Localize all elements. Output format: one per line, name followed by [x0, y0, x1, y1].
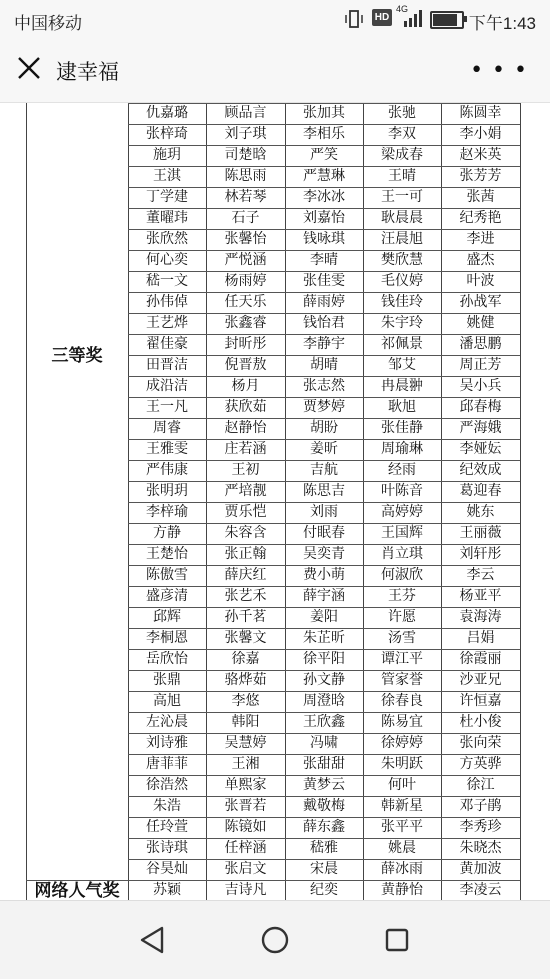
name-cell: 周睿 [153, 420, 181, 436]
name-cell: 贾梦婷 [303, 399, 345, 415]
name-cell: 唐菲菲 [146, 756, 188, 772]
name-cell: 张欣然 [146, 231, 188, 247]
name-cell: 纪秀艳 [459, 210, 502, 226]
table-row [128, 817, 520, 838]
name-cell: 杨雨婷 [224, 273, 267, 289]
name-cell: 成沿洁 [146, 378, 188, 394]
name-cell: 何淑欣 [381, 567, 423, 583]
name-cell: 苏颖 [153, 882, 181, 898]
name-cell: 汪晨旭 [381, 231, 423, 247]
name-cell: 司楚晗 [224, 147, 267, 163]
navigation-bar [0, 900, 550, 979]
name-cell: 邱辉 [153, 609, 181, 625]
name-cell: 汤雪 [388, 630, 416, 646]
name-cell: 李秀珍 [459, 819, 502, 835]
name-cell: 耿晨晨 [381, 210, 423, 226]
name-cell: 李冰冰 [303, 189, 345, 205]
name-cell: 纪奕 [310, 882, 338, 898]
name-cell: 张馨怡 [224, 231, 267, 247]
name-cell: 王丽薇 [459, 525, 502, 541]
name-cell: 徐婷婷 [381, 735, 423, 751]
name-cell: 叶陈音 [381, 483, 423, 499]
table-row [128, 313, 520, 334]
table-row [128, 754, 520, 775]
name-cell: 刘嘉怡 [303, 210, 345, 226]
name-cell: 孙战军 [459, 294, 502, 310]
name-cell: 盛彦清 [146, 588, 188, 604]
name-cell: 刘诗雅 [146, 735, 188, 751]
name-cell: 张驰 [388, 105, 416, 121]
name-cell: 李静宇 [303, 336, 345, 352]
name-cell: 邹艾 [388, 357, 416, 373]
name-cell: 冯啸 [310, 735, 338, 751]
name-cell: 王国辉 [381, 525, 423, 541]
name-cell: 刘子琪 [224, 126, 267, 142]
name-cell: 庄若涵 [224, 441, 267, 457]
name-cell: 张诗琪 [146, 840, 188, 856]
name-cell: 严慧琳 [303, 168, 345, 184]
table-row [128, 859, 520, 880]
page-title: 逮幸福 [56, 60, 119, 84]
name-cell: 韩新星 [381, 798, 423, 814]
name-cell: 单熙家 [224, 777, 267, 793]
table-row [128, 691, 520, 712]
name-cell: 王一凡 [146, 399, 188, 415]
name-cell: 李晴 [310, 252, 338, 268]
name-cell: 姚晨 [388, 840, 416, 856]
name-cell: 顾品言 [224, 105, 267, 121]
name-cell: 陈易宜 [381, 714, 423, 730]
name-cell: 张甜甜 [303, 756, 345, 772]
name-cell: 王芬 [388, 588, 416, 604]
name-cell: 孙千茗 [224, 609, 267, 625]
name-cell: 严培靓 [224, 483, 267, 499]
table-row [128, 733, 520, 754]
name-cell: 周澄晗 [303, 693, 345, 709]
clock: 下午1:43 [468, 14, 536, 33]
name-cell: 徐浩然 [146, 777, 188, 793]
category-label-third-prize: 三等奖 [51, 346, 103, 366]
name-cell: 陈思吉 [303, 483, 345, 499]
table-row [128, 124, 520, 145]
name-cell: 张加其 [303, 105, 345, 121]
close-icon[interactable] [16, 55, 42, 81]
vibrate-icon [344, 9, 360, 29]
grid-line [26, 103, 27, 900]
name-cell: 任玲萱 [146, 819, 188, 835]
name-cell: 姚东 [466, 504, 495, 520]
table-row [128, 355, 520, 376]
name-cell: 葛迎春 [459, 483, 502, 499]
table-row [128, 103, 520, 124]
name-cell: 李凌云 [459, 882, 502, 898]
name-cell: 叶波 [466, 273, 495, 289]
name-cell: 张启文 [224, 861, 267, 877]
name-cell: 钱怡君 [303, 315, 345, 331]
name-cell: 王晴 [388, 168, 416, 184]
table-row [128, 628, 520, 649]
name-cell: 嵇一文 [146, 273, 188, 289]
name-cell: 许恒嘉 [459, 693, 502, 709]
name-cell: 王艺烨 [146, 315, 188, 331]
name-cell: 经雨 [388, 462, 416, 478]
name-cell: 邓子鹃 [459, 798, 502, 814]
name-cell: 王湘 [231, 756, 260, 772]
name-cell: 骆烨茹 [224, 672, 267, 688]
name-cell: 高旭 [153, 693, 181, 709]
name-cell: 董曜玮 [146, 210, 188, 226]
table-row [128, 418, 520, 439]
name-cell: 黄梦云 [303, 777, 345, 793]
recents-icon[interactable] [380, 923, 414, 957]
name-cell: 严海娥 [459, 420, 502, 436]
name-cell: 翟佳豪 [146, 336, 188, 352]
name-cell: 张鼎 [153, 672, 181, 688]
name-cell: 任梓涵 [224, 840, 267, 856]
signal-icon [404, 9, 426, 32]
name-cell: 李进 [466, 231, 495, 247]
name-cell: 仇嘉璐 [146, 105, 188, 121]
name-cell: 邱春梅 [459, 399, 502, 415]
category-label-popularity: 网络人气奖 [34, 881, 120, 900]
name-cell: 张志然 [303, 378, 345, 394]
table-row [128, 376, 520, 397]
name-cell: 姜阳 [310, 609, 338, 625]
name-cell: 李相乐 [303, 126, 345, 142]
name-cell: 胡晴 [310, 357, 338, 373]
name-cell: 孙伟倬 [146, 294, 188, 310]
name-cell: 岳欣怡 [146, 651, 188, 667]
name-cell: 周瑜琳 [381, 441, 423, 457]
name-cell: 祁佩景 [381, 336, 423, 352]
name-cell: 丁学建 [146, 189, 188, 205]
table-row [128, 523, 520, 544]
name-cell: 陈镜如 [224, 819, 267, 835]
name-cell: 黄静怡 [381, 882, 423, 898]
table-row [128, 838, 520, 859]
table-row [128, 586, 520, 607]
table-row [128, 796, 520, 817]
name-cell: 王初 [231, 462, 260, 478]
table-row [128, 607, 520, 628]
name-cell: 林若琴 [224, 189, 267, 205]
table-row [128, 271, 520, 292]
battery-icon [430, 11, 464, 29]
table-row [128, 712, 520, 733]
name-cell: 获欣茹 [224, 399, 267, 415]
name-cell: 钱佳玲 [381, 294, 423, 310]
name-cell: 樊欣慧 [381, 252, 423, 268]
name-cell: 张芳芳 [459, 168, 502, 184]
home-icon[interactable] [258, 923, 292, 957]
name-cell: 吉航 [310, 462, 338, 478]
name-cell: 李娅妘 [459, 441, 502, 457]
table-row [128, 502, 520, 523]
name-cell: 张明玥 [146, 483, 188, 499]
name-cell: 倪晋敖 [224, 357, 267, 373]
name-cell: 张梓琦 [146, 126, 188, 142]
name-cell: 孙文静 [303, 672, 345, 688]
name-cell: 杨月 [231, 378, 260, 394]
name-cell: 徐平阳 [303, 651, 345, 667]
name-cell: 袁海涛 [459, 609, 502, 625]
name-cell: 张佳静 [381, 420, 423, 436]
name-cell: 任天乐 [224, 294, 267, 310]
name-cell: 朱晓杰 [459, 840, 502, 856]
table-row [128, 439, 520, 460]
name-cell: 朱宇玲 [381, 315, 423, 331]
back-icon[interactable] [136, 923, 170, 957]
table-row [128, 334, 520, 355]
name-cell: 张茜 [466, 189, 495, 205]
name-cell: 张向荣 [459, 735, 502, 751]
name-cell: 杜小俊 [459, 714, 502, 730]
name-cell: 李梓瑜 [146, 504, 188, 520]
name-cell: 刘轩彤 [459, 546, 502, 562]
name-cell: 姜昕 [310, 441, 338, 457]
name-cell: 何叶 [388, 777, 416, 793]
name-cell: 王楚怡 [146, 546, 188, 562]
name-cell: 李云 [466, 567, 495, 583]
name-cell: 钱咏琪 [303, 231, 345, 247]
name-cell: 赵米英 [459, 147, 502, 163]
name-cell: 吴奕青 [303, 546, 345, 562]
name-cell: 张晋若 [224, 798, 267, 814]
name-cell: 费小萌 [303, 567, 345, 583]
name-cell: 徐嘉 [231, 651, 260, 667]
name-cell: 严悦涵 [224, 252, 267, 268]
name-cell: 潘思鹏 [459, 336, 502, 352]
name-cell: 黄加波 [459, 861, 502, 877]
name-cell: 杨亚平 [459, 588, 502, 604]
award-table [26, 103, 520, 900]
name-cell: 方英骅 [459, 756, 502, 772]
name-cell: 刘雨 [310, 504, 338, 520]
name-cell: 严笑 [310, 147, 338, 163]
name-cell: 毛仪婷 [381, 273, 423, 289]
status-bar [0, 0, 550, 38]
name-cell: 耿旭 [388, 399, 416, 415]
table-row [128, 250, 520, 271]
table-row [128, 460, 520, 481]
name-cell: 朱芷昕 [303, 630, 345, 646]
name-cell: 陈圆幸 [459, 105, 502, 121]
name-cell: 徐江 [466, 777, 495, 793]
name-cell: 管家誉 [381, 672, 423, 688]
name-cell: 李小娟 [459, 126, 502, 142]
table-row [128, 544, 520, 565]
grid-line [520, 103, 521, 900]
table-row [128, 187, 520, 208]
name-cell: 薛雨婷 [303, 294, 345, 310]
name-cell: 严伟康 [146, 462, 188, 478]
name-cell: 施玥 [153, 147, 181, 163]
title-bar [0, 38, 550, 103]
name-cell: 肖立琪 [381, 546, 423, 562]
name-cell: 朱浩 [153, 798, 181, 814]
name-cell: 张艺禾 [224, 588, 267, 604]
name-cell: 李悠 [231, 693, 260, 709]
hd-badge: HD [372, 9, 392, 26]
name-cell: 左沁晨 [146, 714, 188, 730]
table-row [128, 229, 520, 250]
name-cell: 吉诗凡 [224, 882, 267, 898]
name-cell: 韩阳 [231, 714, 260, 730]
name-cell: 张馨文 [224, 630, 267, 646]
name-cell: 张平平 [381, 819, 423, 835]
name-cell: 方静 [153, 525, 181, 541]
name-cell: 许愿 [388, 609, 416, 625]
name-cell: 贾乐恺 [224, 504, 267, 520]
name-cell: 薛冰雨 [381, 861, 423, 877]
table-row [128, 208, 520, 229]
name-cell: 梁成春 [381, 147, 423, 163]
name-cell: 盛杰 [466, 252, 495, 268]
name-cell: 徐霞丽 [459, 651, 502, 667]
name-cell: 赵静怡 [224, 420, 267, 436]
name-cell: 薛宇涵 [303, 588, 345, 604]
name-cell: 胡盼 [310, 420, 338, 436]
table-row [128, 145, 520, 166]
table-row [128, 481, 520, 502]
name-cell: 张鑫睿 [224, 315, 267, 331]
table-row [128, 166, 520, 187]
name-cell: 王欣鑫 [303, 714, 345, 730]
name-cell: 朱明跃 [381, 756, 423, 772]
name-cell: 陈傲雪 [146, 567, 188, 583]
name-cell: 王雅雯 [146, 441, 188, 457]
table-row [128, 397, 520, 418]
more-icon[interactable]: • • • [470, 58, 528, 83]
name-cell: 周正芳 [459, 357, 502, 373]
name-cell: 徐春良 [381, 693, 423, 709]
name-cell: 薛东鑫 [303, 819, 345, 835]
name-cell: 李双 [388, 126, 416, 142]
name-cell: 薛庆红 [224, 567, 267, 583]
table-row [128, 292, 520, 313]
name-cell: 吴慧婷 [224, 735, 267, 751]
name-cell: 高婷婷 [381, 504, 423, 520]
name-cell: 吴小兵 [459, 378, 502, 394]
page-content[interactable] [0, 103, 550, 900]
name-cell: 谭江平 [381, 651, 423, 667]
name-cell: 沙亚兄 [459, 672, 502, 688]
network-type: 4G [396, 4, 409, 14]
name-cell: 石子 [231, 210, 260, 226]
name-cell: 封昕彤 [224, 336, 267, 352]
name-cell: 付眠春 [303, 525, 345, 541]
table-row [128, 565, 520, 586]
name-cell: 陈思雨 [224, 168, 267, 184]
name-cell: 王一可 [381, 189, 423, 205]
name-cell: 张佳雯 [303, 273, 345, 289]
name-cell: 戴敬梅 [303, 798, 345, 814]
name-cell: 李桐恩 [146, 630, 188, 646]
table-row [128, 775, 520, 796]
table-row [128, 670, 520, 691]
name-cell: 朱容含 [224, 525, 267, 541]
name-cell: 田晋洁 [146, 357, 188, 373]
table-row [128, 880, 520, 900]
name-cell: 张正翰 [224, 546, 267, 562]
name-cell: 冉晨翀 [381, 378, 423, 394]
table-row [128, 649, 520, 670]
carrier-name: 中国移动 [14, 14, 82, 33]
name-cell: 何心奕 [146, 252, 188, 268]
name-cell: 吕娟 [466, 630, 495, 646]
name-cell: 宋晨 [310, 861, 338, 877]
name-cell: 王淇 [153, 168, 181, 184]
name-cell: 谷昊灿 [146, 861, 188, 877]
name-cell: 嵇雅 [310, 840, 338, 856]
name-cell: 姚健 [466, 315, 495, 331]
name-cell: 纪效成 [459, 462, 502, 478]
